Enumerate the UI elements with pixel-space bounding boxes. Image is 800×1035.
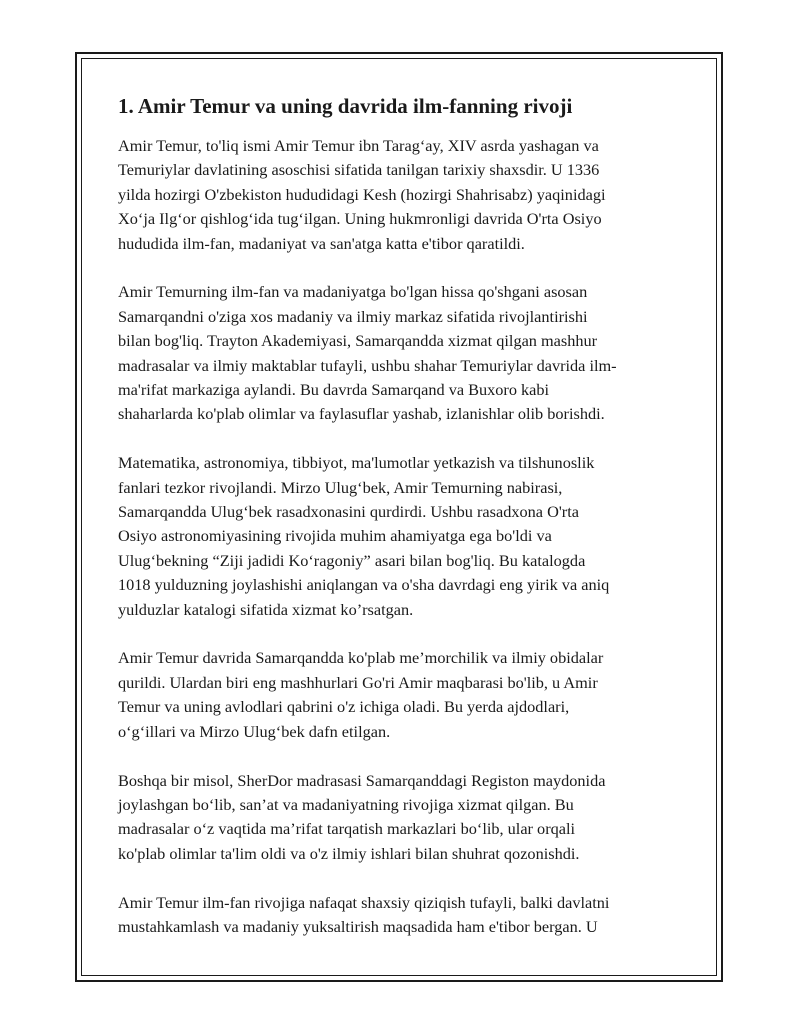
- paragraph-line: yulduzlar katalogi sifatida xizmat ko’rsatgan.: [118, 599, 414, 619]
- paragraph-line: Samarqandda Ulug‘bek rasadxonasini qurdirdi. Ushbu rasadxona O'rta: [118, 502, 579, 522]
- paragraph-line: Amir Temurning ilm-fan va madaniyatga bo'lgan hissa qo'shgani asosan: [118, 282, 588, 302]
- paragraph: [118, 891, 686, 940]
- paragraph-line: Samarqandni o'ziga xos madaniy va ilmiy markaz sifatida rivojlantirishi: [118, 306, 588, 326]
- document-body: [118, 92, 686, 964]
- paragraph-line: Temur va uning avlodlari qabrini o'z ichiga oladi. Bu yerda ajdodlari,: [118, 697, 570, 717]
- paragraph-line: shaharlarda ko'plab olimlar va faylasuflar yashab, izlanishlar olib borishdi.: [118, 404, 605, 424]
- paragraph-line: fanlari tezkor rivojlandi. Mirzo Ulug‘bek, Amir Temurning nabirasi,: [118, 477, 563, 497]
- paragraph-line: ma'rifat markaziga aylandi. Bu davrda Samarqand va Buxoro kabi: [118, 380, 550, 400]
- paragraph-line: Amir Temur, to'liq ismi Amir Temur ibn Tarag‘ay, XIV asrda yashagan va: [118, 136, 599, 155]
- paragraph-line: bilan bog'liq. Trayton Akademiyasi, Samarqandda xizmat qilgan mashhur: [118, 331, 598, 351]
- paragraph-line: mustahkamlash va madaniy yuksaltirish maqsadida ham e'tibor bergan. U: [118, 916, 598, 936]
- paragraph-line: Amir Temur davrida Samarqandda ko'plab me’morchilik va ilmiy obidalar: [118, 648, 604, 668]
- paragraph: [118, 280, 686, 426]
- paragraph: [118, 769, 686, 867]
- paragraph-line: madrasalar o‘z vaqtida ma’rifat tarqatish markazlari bo‘lib, ular orqali: [118, 819, 576, 839]
- paragraph-line: Xo‘ja Ilg‘or qishlog‘ida tug‘ilgan. Uning hukmronligi davrida O'rta Osiyo: [118, 209, 602, 229]
- paragraph-line: hududida ilm-fan, madaniyat va san'atga katta e'tibor qaratildi.: [118, 233, 525, 253]
- paragraph-line: Matematika, astronomiya, tibbiyot, ma'lumotlar yetkazish va tilshunoslik: [118, 453, 595, 473]
- paragraph-line: joylashgan bo‘lib, san’at va madaniyatning rivojiga xizmat qilgan. Bu: [118, 794, 574, 814]
- paragraph: [118, 134, 686, 256]
- paragraph-line: Osiyo astronomiyasining rivojida muhim ahamiyatga ega bo'ldi va: [118, 526, 552, 546]
- paragraph-line: 1018 yulduzning joylashishi aniqlangan va o'sha davrdagi eng yirik va aniq: [118, 575, 610, 595]
- paragraph-line: qurildi. Ulardan biri eng mashhurlari Go'ri Amir maqbarasi bo'lib, u Amir: [118, 672, 598, 692]
- paragraph-line: Amir Temur ilm-fan rivojiga nafaqat shaxsiy qiziqish tufayli, balki davlatni: [118, 892, 610, 912]
- paragraph: [118, 451, 686, 622]
- paragraph-line: Temuriylar davlatining asoschisi sifatida tanilgan tarixiy shaxsdir. U 1336: [118, 160, 600, 180]
- paragraph-line: yilda hozirgi O'zbekiston hududidagi Kesh (hozirgi Shahrisabz) yaqinidagi: [118, 184, 606, 204]
- paragraph-line: Boshqa bir misol, SherDor madrasasi Samarqanddagi Registon maydonida: [118, 770, 606, 790]
- paragraph-line: ko'plab olimlar ta'lim oldi va o'z ilmiy ishlari bilan shuhrat qozonishdi.: [118, 843, 580, 863]
- paragraph-line: madrasalar va ilmiy maktablar tufayli, ushbu shahar Temuriylar davrida ilm-: [118, 355, 617, 375]
- section-heading: 1. Amir Temur va uning davrida ilm-fanning rivoji: [118, 94, 573, 118]
- paragraph-list: [118, 134, 686, 939]
- paragraph: [118, 646, 686, 744]
- paragraph-line: o‘g‘illari va Mirzo Ulug‘bek dafn etilgan.: [118, 721, 391, 741]
- paragraph-line: Ulug‘bekning “Ziji jadidi Ko‘ragoniy” asari bilan bog'liq. Bu katalogda: [118, 550, 586, 570]
